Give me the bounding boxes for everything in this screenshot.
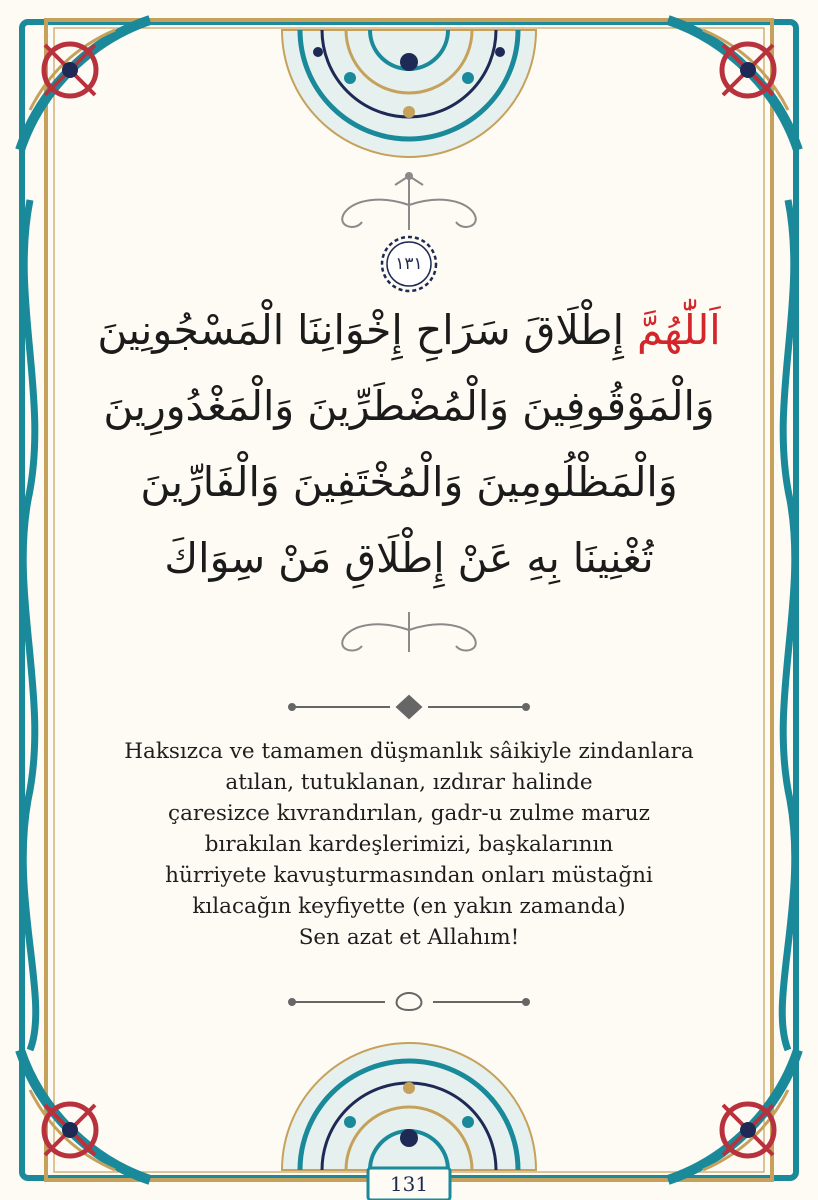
arabic-line-3: وَالْمَظْلُومِينَ وَالْمُخْتَفِينَ وَالْفَارِّينَ <box>140 458 678 506</box>
side-vine-left <box>23 200 36 1050</box>
dua-number: ١٣١ <box>395 254 423 274</box>
translation-line: kılacağın keyfiyette (en yakın zamanda) <box>192 894 626 919</box>
translation-line: Haksızca ve tamamen düşmanlık sâikiyle zindanlara <box>124 739 694 764</box>
arabic-line-1-rest: إِطْلَاقَ سَرَاحِ إِخْوَانِنَا الْمَسْجُونِينَ <box>97 306 637 354</box>
divider-top-scroll <box>342 173 475 230</box>
arabic-line-1 <box>60 292 758 368</box>
corner-ornament-top-left <box>20 20 150 150</box>
top-medallion <box>282 30 536 157</box>
translation-line: çaresizce kıvrandırılan, gadr-u zulme maruz <box>168 801 650 826</box>
arabic-line-2: وَالْمَوْقُوفِينَ وَالْمُضْطَرِّينَ وَالْمَغْدُورِينَ <box>103 382 715 430</box>
corner-ornament-bottom-right <box>668 1050 798 1180</box>
divider-line-top <box>289 696 529 718</box>
corner-ornament-top-right <box>668 20 798 150</box>
arabic-prayer <box>60 292 758 596</box>
translation-line: hürriyete kavuşturmasından onları müstağni <box>165 863 653 888</box>
allahumma-word: اَللّٰهُمَّ <box>637 306 721 354</box>
divider-mid-scroll <box>342 612 475 652</box>
turkish-translation <box>70 736 748 953</box>
divider-line-bottom <box>289 993 529 1010</box>
translation-line: atılan, tutuklanan, ızdırar halinde <box>225 770 593 795</box>
translation-line: bırakılan kardeşlerimizi, başkalarının <box>204 832 614 857</box>
translation-line: Sen azat et Allahım! <box>298 925 520 950</box>
corner-ornament-bottom-left <box>20 1050 150 1180</box>
page-number: 131 <box>389 1172 429 1196</box>
bottom-medallion <box>282 1043 536 1170</box>
arabic-line-4: تُغْنِينَا بِهِ عَنْ إِطْلَاقِ مَنْ سِوَاكَ <box>164 534 654 582</box>
side-vine-right <box>782 200 795 1050</box>
